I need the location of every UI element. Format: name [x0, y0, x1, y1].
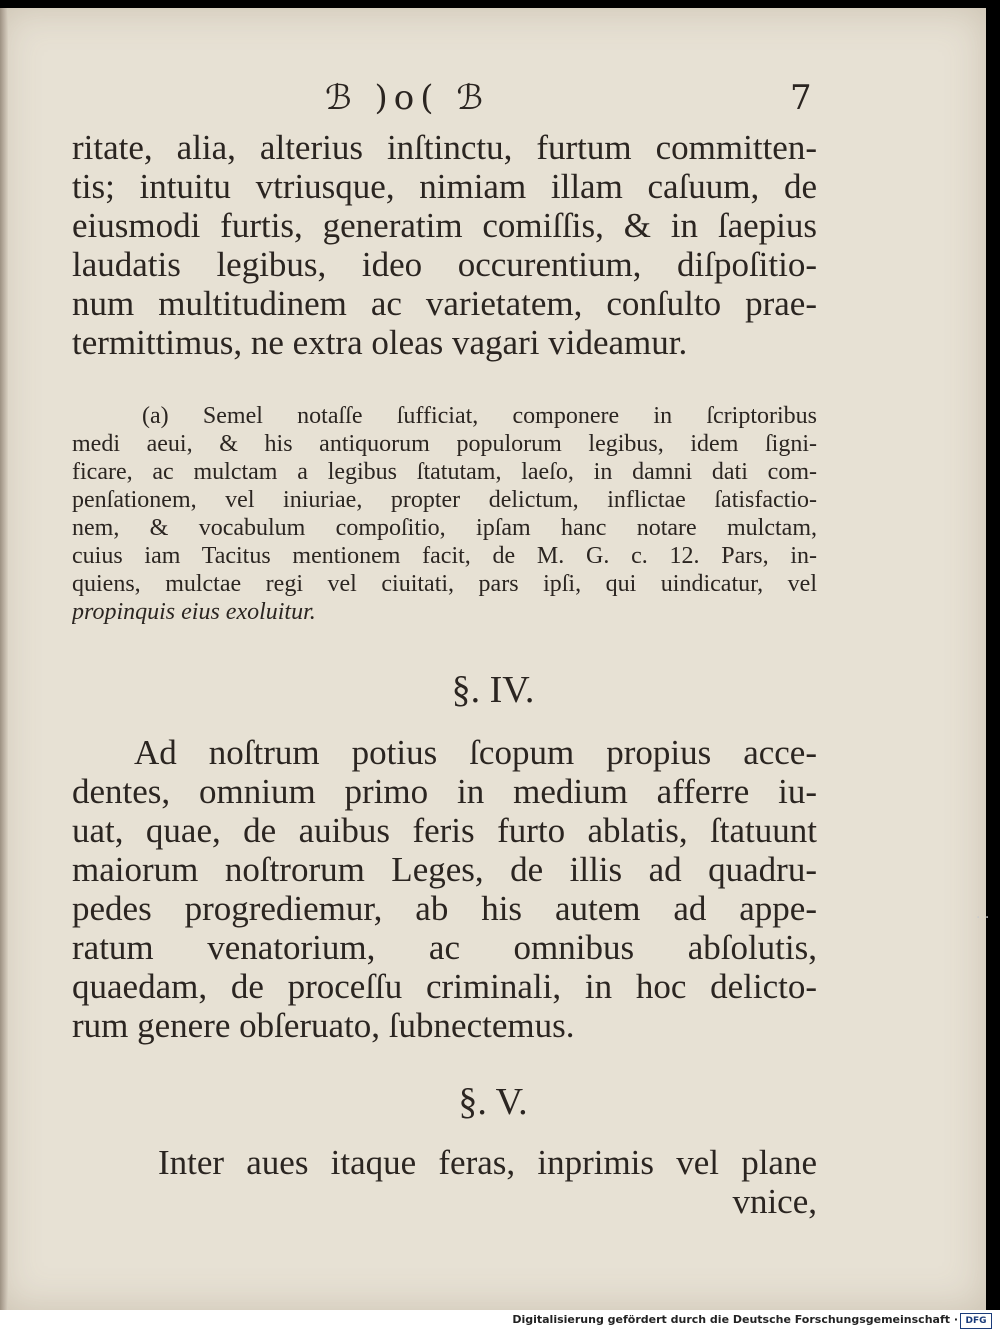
footnote-line: propinquis eius exoluitur. — [72, 599, 316, 625]
paragraph-continued — [72, 128, 817, 362]
dfg-logo: DFG — [960, 1313, 992, 1329]
text-line: termittimus, ne extra oleas vagari videamur. — [72, 323, 688, 362]
footer-bar — [0, 1310, 1000, 1331]
footnote-line: cuius iam Tacitus mentionem facit, de M. G. c. 12. Pars, in- — [72, 543, 817, 569]
funding-credit: Digitalisierung gefördert durch die Deutsche Forschungsgemeinschaft · — [512, 1313, 958, 1326]
catchword: vnice, — [732, 1182, 817, 1221]
text-line: laudatis legibus, ideo occurentium, diſpoſitio- — [72, 245, 817, 284]
text-line: quaedam, de proceſſu criminali, in hoc delicto- — [72, 967, 817, 1006]
text-line: tis; intuitu vtriusque, nimiam illam caſuum, de — [72, 167, 817, 206]
footnote-line: (a) Semel notaſſe ſufficiat, componere in ſcriptoribus — [142, 403, 817, 429]
edge-dots: · · — [976, 910, 990, 926]
text-line: num multitudinem ac varietatem, conſulto prae- — [72, 284, 817, 323]
text-line: uat, quae, de auibus feris furto ablatis, ſtatuunt — [72, 811, 817, 850]
page-header — [0, 78, 986, 128]
text-line: eiusmodi furtis, generatim comiſſis, & in ſaepius — [72, 206, 817, 245]
footnote-line: ficare, ac mulctam a legibus ſtatutam, laeſo, in damni dati com- — [72, 459, 817, 485]
header-ornament: ℬ )o( ℬ — [325, 78, 490, 118]
section-iv-paragraph — [72, 733, 817, 1045]
text-line: dentes, omnium primo in medium afferre iu- — [72, 772, 817, 811]
section-heading-v: §. V. — [458, 1081, 528, 1123]
footnote-line: medi aeui, & his antiquorum populorum legibus, idem ſigni- — [72, 431, 817, 457]
footnote-line: penſationem, vel iniuriae, propter delictum, inflictae ſatisfactio- — [72, 487, 817, 513]
text-line: rum genere obſeruato, ſubnectemus. — [72, 1006, 575, 1045]
footnote-line: quiens, mulctae regi vel ciuitati, pars ipſi, qui uindicatur, vel — [72, 571, 817, 597]
section-v-paragraph — [72, 1143, 817, 1221]
text-line: ratum venatorium, ac omnibus abſolutis, — [72, 928, 817, 967]
text-line: pedes progrediemur, ab his autem ad appe- — [72, 889, 817, 928]
text-line: Inter aues itaque feras, inprimis vel plane — [158, 1143, 817, 1182]
text-line: ritate, alia, alterius inſtinctu, furtum committen- — [72, 128, 817, 167]
section-heading-iv: §. IV. — [451, 669, 535, 711]
text-line: maiorum noſtrorum Leges, de illis ad quadru- — [72, 850, 817, 889]
footnote-line: nem, & vocabulum compoſitio, ipſam hanc notare mulctam, — [72, 515, 817, 541]
footnote — [72, 402, 817, 626]
text-line: Ad noſtrum potius ſcopum propius acce- — [134, 733, 817, 772]
page-number: 7 — [790, 78, 812, 118]
